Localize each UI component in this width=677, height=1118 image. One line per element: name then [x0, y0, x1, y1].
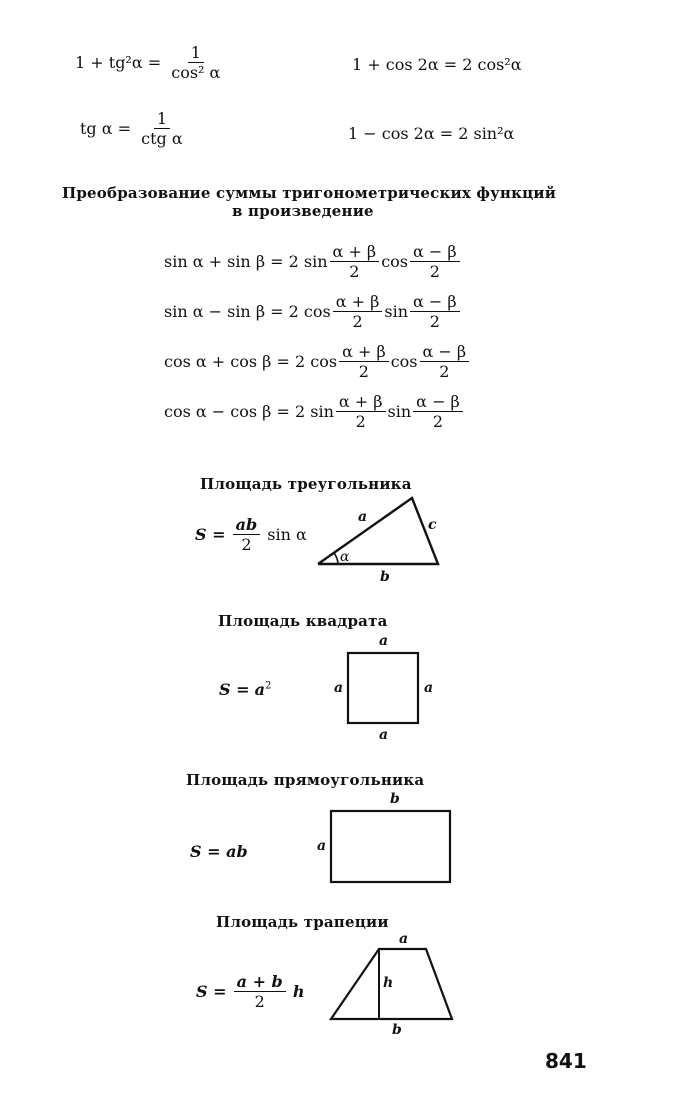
formula-rhs: sin α: [267, 524, 307, 544]
square-label-bottom: a: [379, 727, 389, 743]
fraction-denominator: 2: [439, 362, 450, 382]
triangle-label-b: b: [380, 569, 390, 585]
fraction-numerator: α + β: [330, 243, 380, 262]
fraction-numerator: ab: [233, 516, 261, 535]
trapezoid-label-h: h: [383, 975, 394, 991]
formula-lhs: sin α + sin β = 2 sin: [164, 251, 328, 271]
formula-mid: cos: [381, 251, 408, 271]
triangle-label-c: c: [428, 517, 437, 533]
identity-cos-double-plus: 1 + cos 2α = 2 cos²α: [352, 55, 522, 74]
fraction-denominator: 2: [349, 262, 360, 282]
formula-lhs: S =: [219, 680, 250, 699]
fraction-denominator: 2: [429, 312, 440, 332]
formula-lhs: S =: [195, 524, 226, 544]
trapezoid-label-top: a: [399, 931, 409, 947]
fraction-numerator: α − β: [413, 393, 463, 412]
formula-rhs: a: [254, 680, 265, 699]
formula-lhs: cos α + cos β = 2 cos: [164, 351, 338, 371]
fraction-denominator: cos² α: [171, 63, 221, 83]
formula-lhs: S =: [196, 981, 227, 1001]
square-label-left: a: [334, 680, 344, 696]
formula-exponent: 2: [265, 680, 272, 692]
fraction-denominator: 2: [429, 262, 440, 282]
rectangle-label-top: b: [390, 791, 400, 807]
fraction-denominator: 2: [432, 412, 444, 432]
formula-lhs: sin α − sin β = 2 cos: [164, 301, 331, 321]
fraction-numerator: α − β: [420, 343, 470, 362]
trapezoid-label-bottom: b: [392, 1022, 402, 1038]
fraction-denominator: 2: [254, 992, 265, 1012]
formula-rhs: h: [292, 981, 305, 1001]
identity-lhs: 1 + tg²α =: [75, 52, 162, 72]
fraction-numerator: α − β: [410, 293, 460, 312]
fraction-denominator: 2: [241, 535, 252, 555]
formula-mid: cos: [390, 351, 418, 371]
fraction-numerator: 1: [188, 44, 204, 63]
fraction-denominator: 2: [352, 312, 363, 332]
fraction-numerator: a + b: [234, 973, 286, 992]
identity-cos-double-minus: 1 − cos 2α = 2 sin²α: [348, 124, 515, 143]
formula-rectangle-area: S = ab: [190, 842, 248, 861]
triangle-label-a: a: [358, 509, 368, 525]
fraction-numerator: α + β: [333, 293, 383, 312]
section-title-rectangle: Площадь прямоугольника: [186, 771, 425, 789]
formula-mid: sin: [384, 301, 408, 321]
fraction-numerator: α + β: [336, 393, 386, 412]
section-title-sum-to-product-line2: в произведение: [232, 202, 374, 220]
identity-lhs: tg α =: [80, 118, 132, 138]
section-title-triangle: Площадь треугольника: [200, 475, 412, 493]
section-title-square: Площадь квадрата: [218, 612, 388, 630]
square-label-top: a: [379, 633, 389, 649]
rectangle-label-left: a: [317, 838, 327, 854]
triangle-label-alpha: α: [340, 549, 350, 565]
fraction-numerator: α − β: [410, 243, 460, 262]
page-number: 841: [545, 1049, 587, 1073]
formula-lhs: cos α − cos β = 2 sin: [164, 401, 334, 421]
fraction-denominator: 2: [355, 412, 366, 432]
formula-mid: sin: [387, 401, 412, 421]
fraction-numerator: α + β: [339, 343, 389, 362]
fraction-denominator: ctg α: [141, 129, 183, 149]
fraction-denominator: 2: [358, 362, 369, 382]
section-title-trapezoid: Площадь трапеции: [216, 913, 389, 931]
square-label-right: a: [424, 680, 434, 696]
section-title-sum-to-product: Преобразование суммы тригонометрических функций: [62, 184, 557, 202]
fraction-numerator: 1: [154, 110, 170, 129]
